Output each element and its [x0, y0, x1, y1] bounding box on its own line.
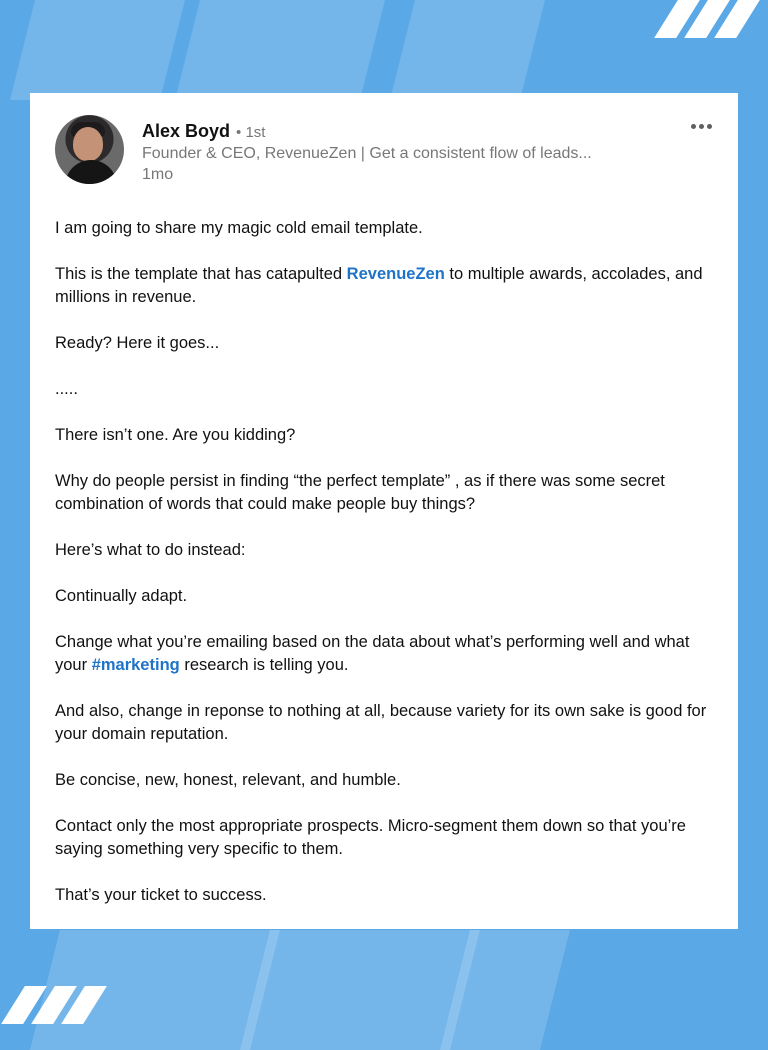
background-panel-top-left [10, 0, 190, 100]
author-headline: Founder & CEO, RevenueZen | Get a consistent flow of leads... [142, 145, 592, 162]
author-name[interactable]: Alex Boyd [142, 121, 231, 141]
post-body [55, 217, 712, 907]
post-text: to multiple awards, accolades, and millions in revenue. [55, 265, 703, 306]
post-paragraph: And also, change in reponse to nothing at all, because variety for its own sake is good for your domain reputation. [55, 702, 707, 743]
avatar-shirt [65, 160, 117, 184]
connection-degree: • 1st [236, 124, 266, 141]
post-paragraph: There isn’t one. Are you kidding? [55, 426, 296, 444]
post-paragraph: Here’s what to do instead: [55, 541, 246, 559]
decorative-stripes-bottom [13, 986, 95, 1024]
post-paragraph [55, 263, 712, 309]
menu-dot [699, 124, 704, 129]
social-post-card [30, 93, 738, 929]
post-text: Change what you’re emailing based on the data about what’s performing well and what your [55, 633, 690, 674]
post-paragraph: Ready? Here it goes... [55, 334, 220, 352]
post-paragraph: Why do people persist in finding “the perfect template” , as if there was some secret combination of words that could make people buy things? [55, 472, 665, 513]
menu-dot [691, 124, 696, 129]
post-paragraph: ..... [55, 380, 78, 398]
post-text: This is the template that has catapulted [55, 265, 347, 283]
decorative-stripes-top [666, 0, 748, 38]
post-paragraph: I am going to share my magic cold email template. [55, 219, 423, 237]
post-paragraph: Continually adapt. [55, 587, 188, 605]
post-paragraph: Contact only the most appropriate prospects. Micro-segment them down so that you’re saying something very specific to them. [55, 817, 686, 858]
post-text: research is telling you. [179, 656, 349, 674]
more-options-icon[interactable] [691, 124, 712, 129]
hashtag-link[interactable]: #marketing [91, 656, 180, 674]
post-time: 1mo [142, 166, 174, 183]
avatar-face [73, 127, 103, 161]
author-name-line [142, 121, 592, 143]
profile-photo-icon[interactable] [55, 115, 124, 184]
background-panel-top-right [390, 0, 550, 100]
menu-dot [707, 124, 712, 129]
author-info [142, 121, 592, 185]
company-link[interactable]: RevenueZen [346, 265, 445, 283]
post-paragraph: Be concise, new, honest, relevant, and humble. [55, 771, 401, 789]
background-panel-top-center [175, 0, 390, 100]
post-paragraph [55, 631, 712, 677]
post-header [55, 115, 712, 207]
post-paragraph: That’s your ticket to success. [55, 886, 267, 904]
